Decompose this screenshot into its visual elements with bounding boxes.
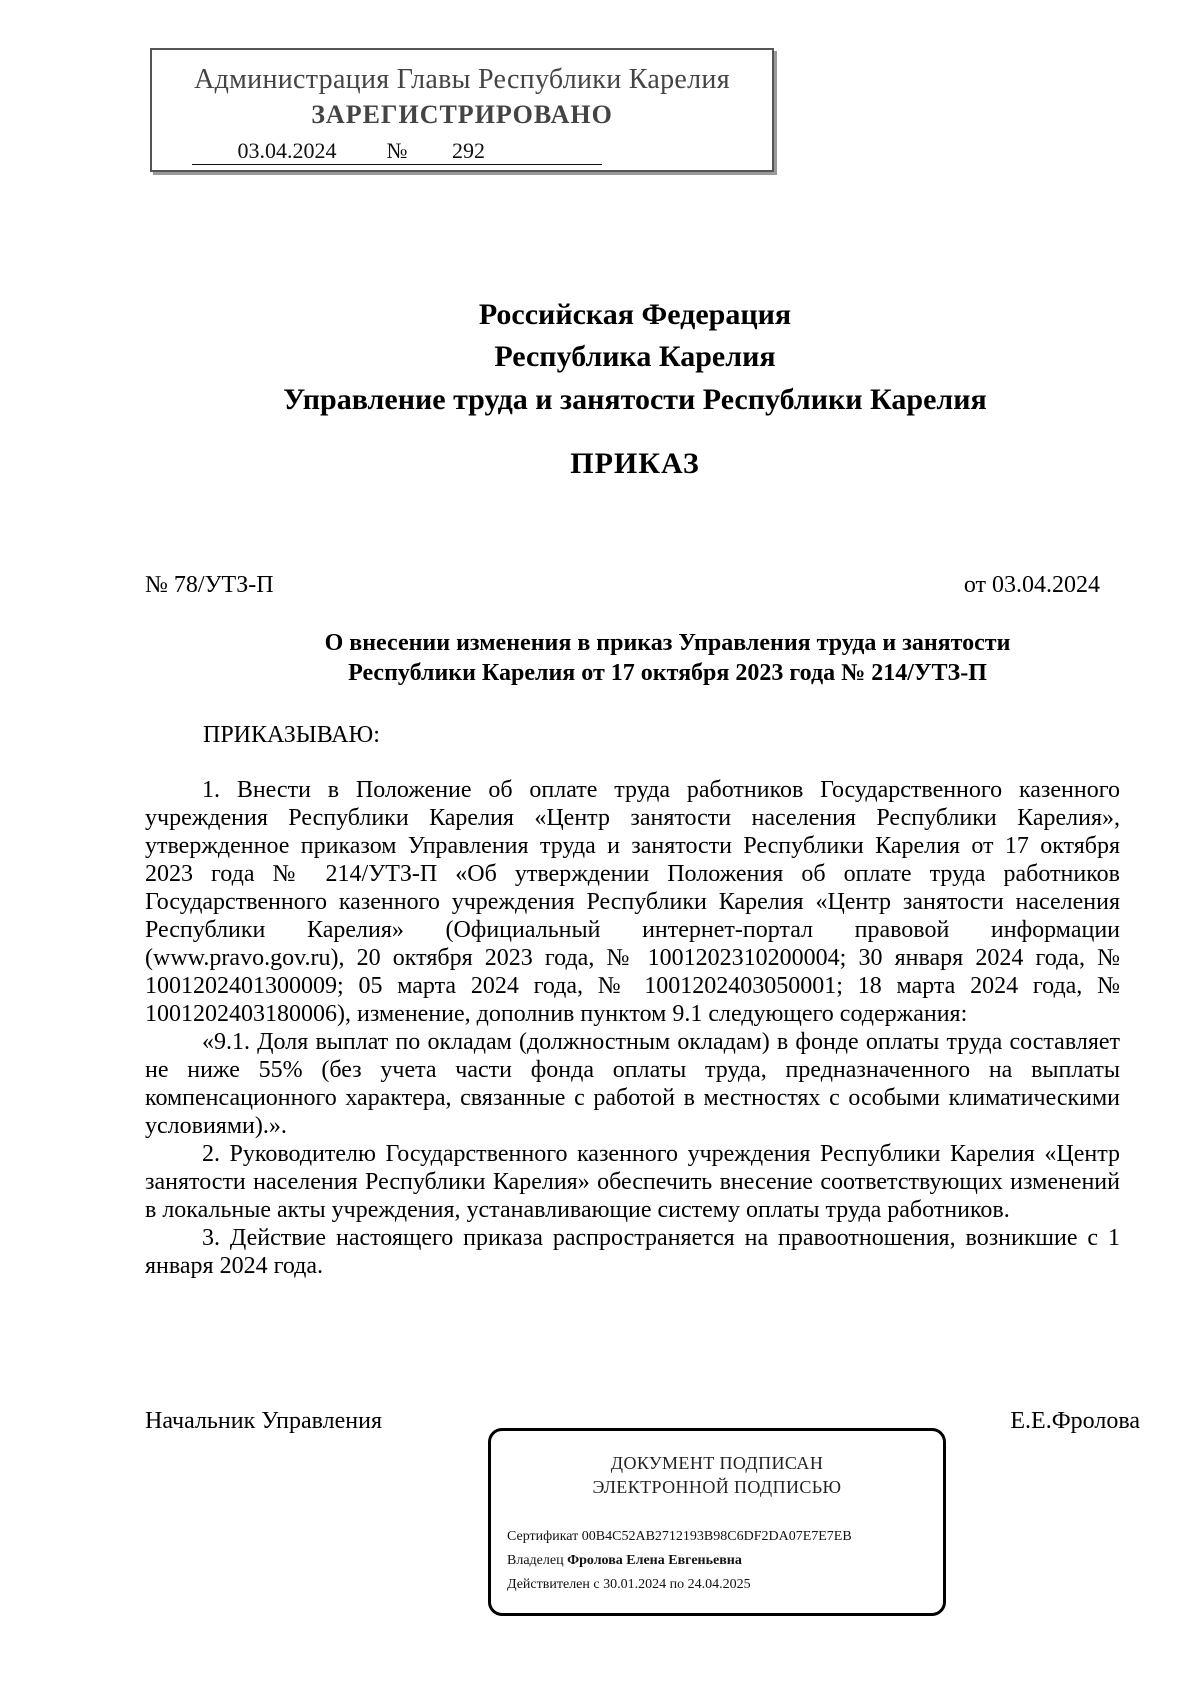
order-subject-line2: Республики Карелия от 17 октября 2023 года № 214/УТЗ-П — [348, 660, 987, 686]
header-country: Российская Федерация — [478, 298, 792, 331]
order-body — [145, 776, 1120, 1280]
esig-owner-label: Владелец — [507, 1553, 564, 1568]
esig-heading-1: ДОКУМЕНТ ПОДПИСАН — [610, 1453, 824, 1473]
body-paragraph-1: 1. Внести в Положение об оплате труда работников Государственного казенного учреждения Республики Карелия «Центр занятости населения Республики Карелия», утвержденное приказом Управления труда и занятости Республики Карелия от 17 октября 2023 года № 214/УТЗ-П «Об утверждении Положения об оплате труда работников Государственного казенного учреждения Республики Карелия «Центр занятости населения Республики Карелия» (Официальный интернет-портал правовой информации (www.pravo.gov.ru), 20 октября 2023 года, № 1001202310200004; 30 января 2024 года, № 1001202401300009; 05 марта 2024 года, № 1001202403050001; 18 марта 2024 года, № 1001202403180006), изменение, дополнив пунктом 9.1 следующего содержания: — [145, 777, 1120, 1027]
electronic-signature-stamp — [488, 1428, 946, 1616]
esig-validity-label: Действителен — [507, 1577, 590, 1592]
registration-stamp-org: Администрация Главы Республики Карелия — [194, 64, 730, 95]
order-subject — [0, 628, 1200, 688]
esig-valid-to: 24.04.2025 — [687, 1577, 751, 1592]
document-type: ПРИКАЗ — [570, 447, 700, 480]
registration-date: 03.04.2024 — [192, 138, 382, 165]
esig-validity-row — [507, 1577, 751, 1593]
header-agency: Управление труда и занятости Республики Карелия — [283, 383, 987, 416]
order-date: от 03.04.2024 — [963, 572, 1100, 598]
registration-stamp-status: ЗАРЕГИСТРИРОВАНО — [311, 100, 613, 129]
order-subject-line1: О внесении изменения в приказ Управления труда и занятости — [324, 630, 1011, 656]
esig-valid-from-label: с — [593, 1577, 600, 1592]
order-number: № 78/УТЗ-П — [145, 572, 274, 598]
header-region: Республика Карелия — [494, 340, 776, 373]
esig-valid-to-label: по — [669, 1577, 685, 1592]
esig-valid-from: 30.01.2024 — [603, 1577, 667, 1592]
esig-owner-row — [507, 1553, 742, 1569]
esig-certificate-value: 00B4C52AB2712193B98C6DF2DA07E7E7EB — [581, 1529, 852, 1544]
body-paragraph-3: 2. Руководителю Государственного казенного учреждения Республики Карелия «Центр занятости населения Республики Карелия» обеспечить внесение соответствующих изменений в локальные акты учреждения, устанавливающие систему оплаты труда работников. — [145, 1141, 1120, 1223]
registration-number: 292 — [412, 138, 602, 165]
esig-owner-value: Фролова Елена Евгеньевна — [567, 1553, 742, 1568]
signatory-title: Начальник Управления — [145, 1408, 382, 1434]
body-paragraph-4: 3. Действие настоящего приказа распространяется на правоотношения, возникшие с 1 января 2024 года. — [145, 1225, 1120, 1279]
registration-number-sign: № — [382, 138, 412, 165]
esig-heading-2: ЭЛЕКТРОННОЙ ПОДПИСЬЮ — [592, 1477, 842, 1497]
body-paragraph-2: «9.1. Доля выплат по окладам (должностным окладам) в фонде оплаты труда составляет не ниже 55% (без учета части фонда оплаты труда, предназначенного на выплаты компенсационного характера, связанные с работой в местностях с особыми климатическими условиями).». — [145, 1029, 1120, 1139]
registration-stamp — [150, 48, 774, 172]
signatory-name: Е.Е.Фролова — [1010, 1408, 1140, 1434]
registration-stamp-line — [192, 138, 602, 168]
esig-certificate-row — [507, 1529, 852, 1545]
order-directive: ПРИКАЗЫВАЮ: — [203, 722, 380, 748]
esig-certificate-label: Сертификат — [507, 1529, 579, 1544]
